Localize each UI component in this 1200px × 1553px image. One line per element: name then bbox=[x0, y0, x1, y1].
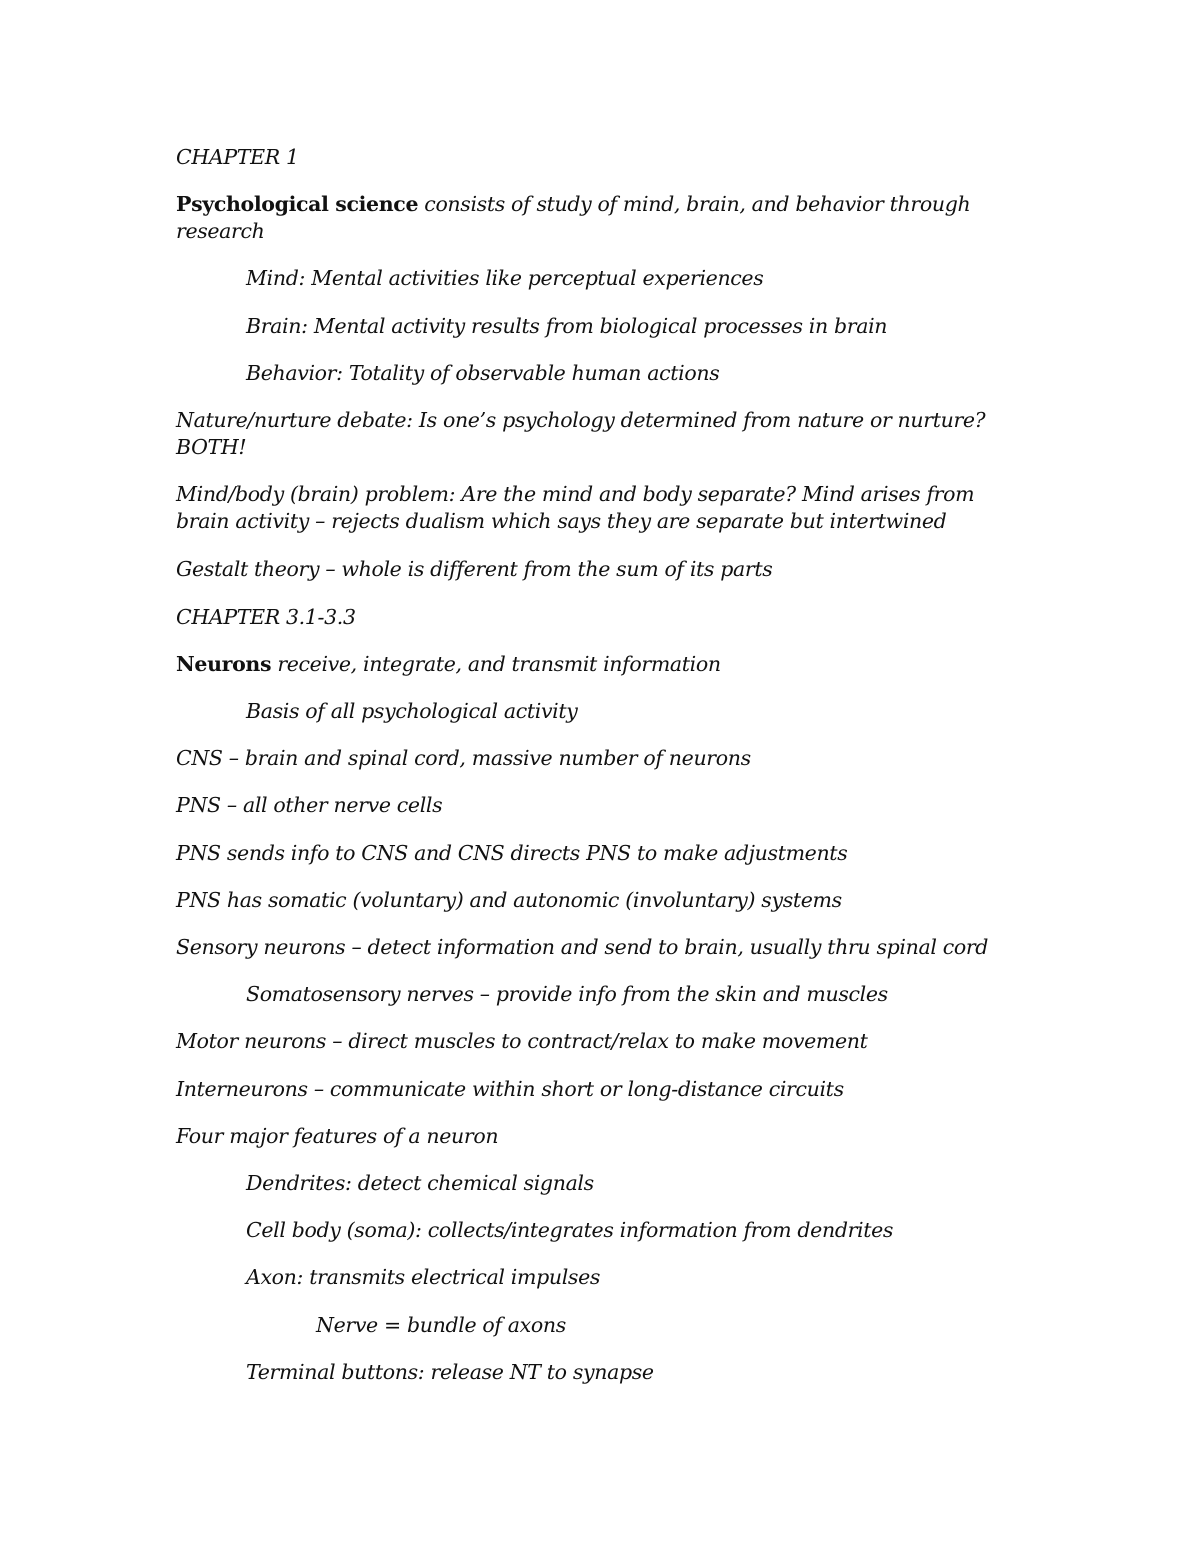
pns-cns-item: PNS sends info to CNS and CNS directs PNS to make adjustments bbox=[176, 841, 848, 865]
brain-item: Brain: Mental activity results from biological processes in brain bbox=[246, 314, 888, 338]
somatosensory-item: Somatosensory nerves – provide info from the skin and muscles bbox=[246, 982, 888, 1006]
pns-item: PNS – all other nerve cells bbox=[176, 793, 443, 817]
nature-nurture-item: Nature/nurture debate: Is one’s psychology determined from nature or nurture? BOTH! bbox=[176, 408, 986, 459]
mind-body-item: Mind/body (brain) problem: Are the mind and body separate? Mind arises from brain activity – rejects dualism which says they are separate but intertwined bbox=[176, 482, 975, 533]
behavior-item: Behavior: Totality of observable human actions bbox=[246, 361, 720, 385]
psychological-science-definition bbox=[176, 191, 1026, 245]
chapter-3-heading: CHAPTER 3.1-3.3 bbox=[176, 605, 356, 629]
motor-neurons-item: Motor neurons – direct muscles to contract/relax to make movement bbox=[176, 1029, 868, 1053]
cell-body-item: Cell body (soma): collects/integrates information from dendrites bbox=[246, 1218, 894, 1242]
cns-item: CNS – brain and spinal cord, massive number of neurons bbox=[176, 746, 751, 770]
term-psychological-science: Psychological science bbox=[176, 192, 419, 216]
terminal-buttons-item: Terminal buttons: release NT to synapse bbox=[246, 1360, 654, 1384]
interneurons-item: Interneurons – communicate within short or long-distance circuits bbox=[176, 1077, 844, 1101]
pns-systems-item: PNS has somatic (voluntary) and autonomic (involuntary) systems bbox=[176, 888, 842, 912]
axon-item: Axon: transmits electrical impulses bbox=[246, 1265, 601, 1289]
neurons-definition bbox=[176, 651, 1026, 678]
sensory-neurons-item: Sensory neurons – detect information and send to brain, usually thru spinal cord bbox=[176, 935, 989, 959]
dendrites-item: Dendrites: detect chemical signals bbox=[246, 1171, 594, 1195]
neuron-features-item: Four major features of a neuron bbox=[176, 1124, 499, 1148]
chapter-1-heading: CHAPTER 1 bbox=[176, 145, 299, 169]
definition-text: receive, integrate, and transmit information bbox=[271, 652, 721, 676]
basis-item: Basis of all psychological activity bbox=[246, 699, 578, 723]
definition-text: consists of study of mind, brain, and behavior through research bbox=[176, 192, 971, 243]
mind-item: Mind: Mental activities like perceptual experiences bbox=[246, 266, 764, 290]
gestalt-item: Gestalt theory – whole is different from the sum of its parts bbox=[176, 557, 773, 581]
term-neurons: Neurons bbox=[176, 652, 272, 676]
nerve-item: Nerve = bundle of axons bbox=[316, 1313, 566, 1337]
